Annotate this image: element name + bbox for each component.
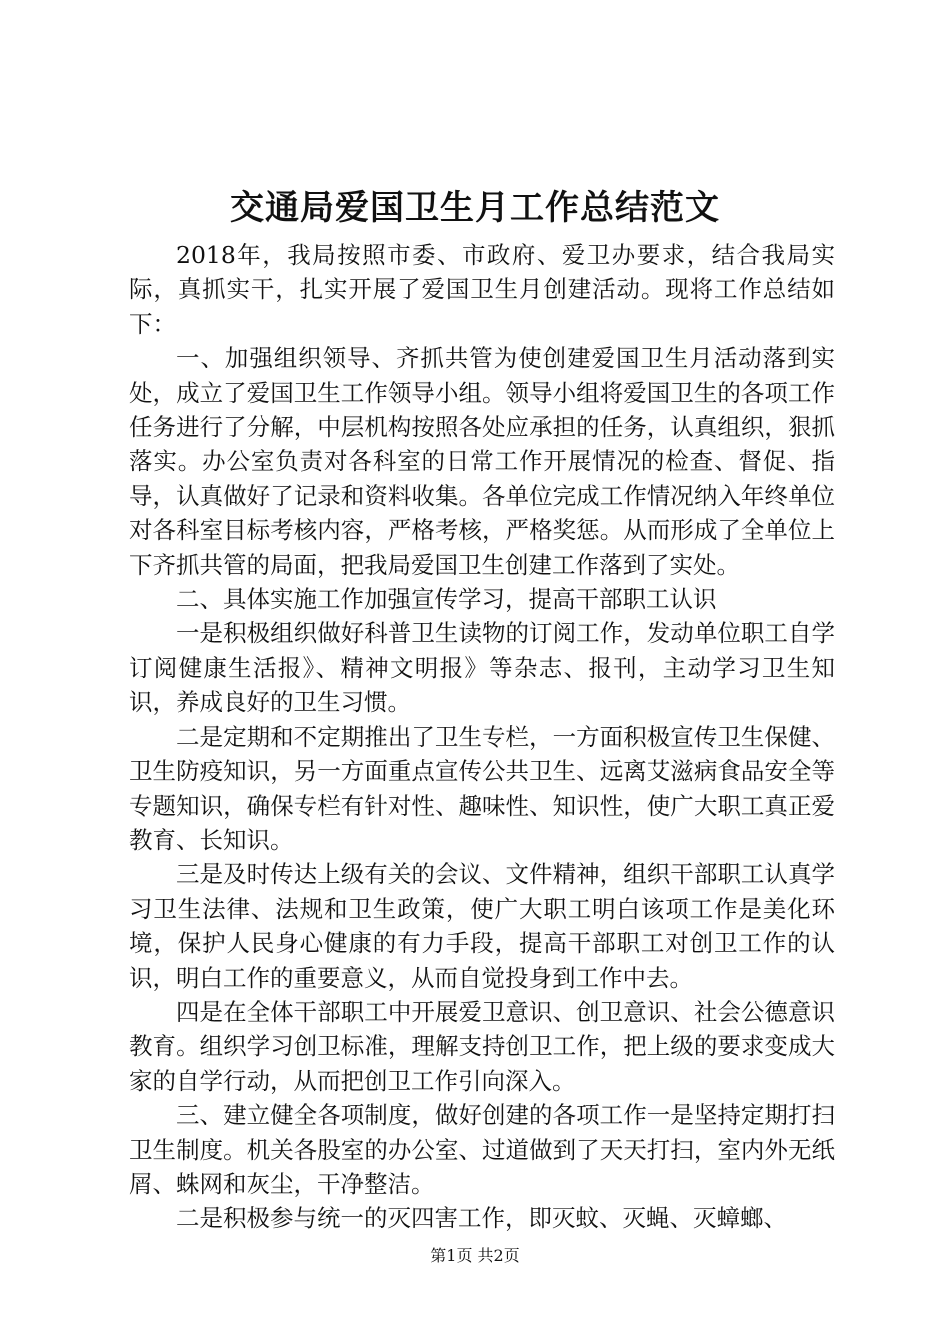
paragraph-item-4: 四是在全体干部职工中开展爱卫意识、创卫意识、社会公德意识教育。组织学习创卫标准，理解支持创卫工作，把上级的要求变成大家的自学行动，从而把创卫工作引向深入。 [129, 997, 835, 1095]
paragraph-section-3-item-2: 二是积极参与统一的灭四害工作，即灭蚊、灭蝇、灭蟑螂、 [176, 1204, 787, 1233]
paragraph-item-2: 二是定期和不定期推出了卫生专栏，一方面积极宣传卫生保健、卫生防疫知识，另一方面重点宣传公共卫生、远离艾滋病食品安全等专题知识，确保专栏有针对性、趣味性、知识性，使广大职工真正爱教育、长知识。 [129, 722, 835, 854]
document-body [129, 238, 835, 1236]
document-title: 交通局爱国卫生月工作总结范文 [230, 188, 720, 228]
paragraph-section-3: 三、建立健全各项制度，做好创建的各项工作一是坚持定期打扫卫生制度。机关各股室的办公室、过道做到了天天打扫，室内外无纸屑、蛛网和灰尘，干净整洁。 [129, 1101, 835, 1198]
paragraph-item-3: 三是及时传达上级有关的会议、文件精神，组织干部职工认真学习卫生法律、法规和卫生政策，使广大职工明白该项工作是美化环境，保护人民身心健康的有力手段，提高干部职工对创卫工作的认识，明白工作的重要意义，从而自觉投身到工作中去。 [129, 860, 835, 992]
page-number-footer: 第1页 共2页 [430, 1246, 520, 1265]
paragraph-intro: 2018年，我局按照市委、市政府、爱卫办要求，结合我局实际，真抓实干，扎实开展了爱国卫生月创建活动。现将工作总结如下： [129, 241, 835, 338]
paragraph-item-1: 一是积极组织做好科普卫生读物的订阅工作，发动单位职工自学订阅健康生活报》、精神文明报》等杂志、报刊，主动学习卫生知识，养成良好的卫生习惯。 [129, 619, 835, 717]
paragraph-section-1: 一、加强组织领导、齐抓共管为使创建爱国卫生月活动落到实处，成立了爱国卫生工作领导小组。领导小组将爱国卫生的各项工作任务进行了分解，中层机构按照各处应承担的任务，认真组织，狠抓落实。办公室负责对各科室的日常工作开展情况的检查、督促、指导，认真做好了记录和资料收集。各单位完成工作情况纳入年终单位对各科室目标考核内容，严格考核，严格奖惩。从而形成了全单位上下齐抓共管的局面，把我局爱国卫生创建工作落到了实处。 [129, 344, 835, 579]
paragraph-section-2-heading: 二、具体实施工作加强宣传学习，提高干部职工认识 [176, 585, 717, 614]
